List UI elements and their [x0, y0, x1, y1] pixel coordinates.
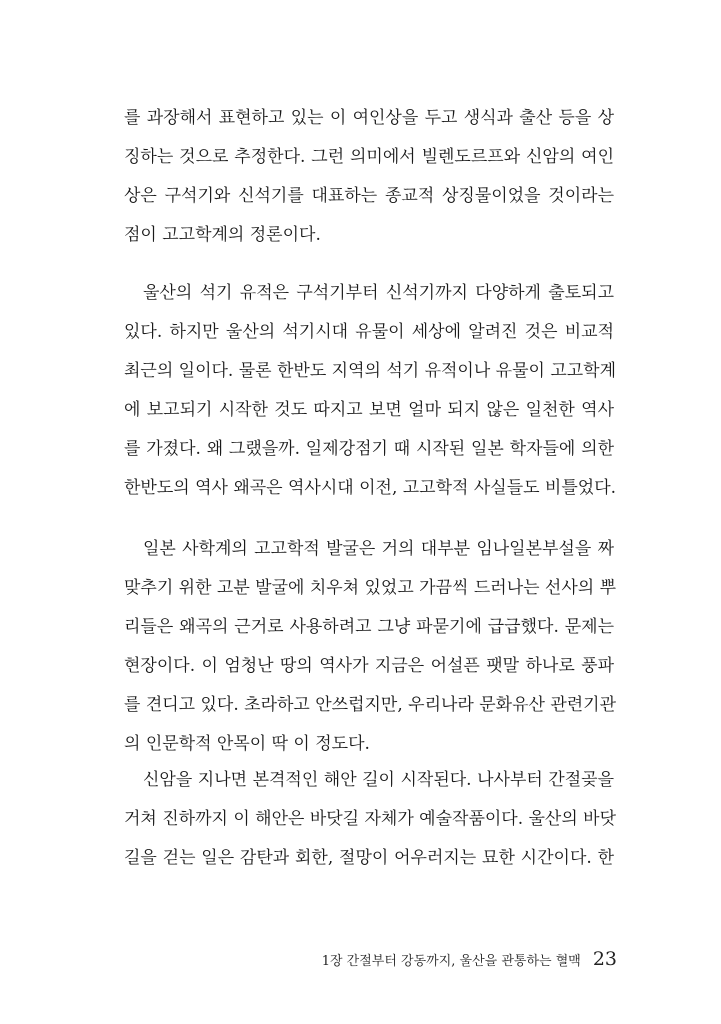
- text-line: 한반도의 역사 왜곡은 역사시대 이전, 고고학적 사실들도 비틀었다.: [124, 478, 617, 498]
- text-line: 에 보고되기 시작한 것도 따지고 보면 얼마 되지 않은 일천한 역사: [124, 400, 614, 420]
- text-line: 길을 걷는 일은 감탄과 회한, 절망이 어우러지는 묘한 시간이다. 한: [124, 848, 614, 868]
- running-title: 1장 간절부터 강동까지, 울산을 관통하는 혈맥: [321, 954, 581, 969]
- text-line: 현장이다. 이 엄청난 땅의 역사가 지금은 어설픈 팻말 하나로 풍파: [124, 656, 614, 676]
- text-line: 최근의 일이다. 물론 한반도 지역의 석기 유적이나 유물이 고고학계: [124, 361, 617, 381]
- text-line: 를 가졌다. 왜 그랬을까. 일제강점기 때 시작된 일본 학자들에 의한: [124, 439, 614, 459]
- text-line: 울산의 석기 유적은 구석기부터 신석기까지 다양하게 출토되고: [143, 283, 614, 303]
- text-line: 신암을 지나면 본격적인 해안 길이 시작된다. 나사부터 간절곶을: [143, 770, 614, 790]
- text-line: 를 견디고 있다. 초라하고 안쓰럽지만, 우리나라 문화유산 관련기관: [124, 695, 617, 715]
- text-line: 리들은 왜곡의 근거로 사용하려고 그냥 파묻기에 급급했다. 문제는: [124, 617, 614, 637]
- text-line: 를 과장해서 표현하고 있는 이 여인상을 두고 생식과 출산 등을 상: [124, 108, 614, 128]
- page-number: 23: [592, 948, 617, 970]
- page-footer: [322, 948, 617, 970]
- text-line: 있다. 하지만 울산의 석기시대 유물이 세상에 알려진 것은 비교적: [124, 322, 614, 342]
- text-line: 징하는 것으로 추정한다. 그런 의미에서 빌렌도르프와 신암의 여인: [124, 147, 614, 167]
- text-line: 점이 고고학계의 정론이다.: [124, 225, 321, 245]
- text-line: 맞추기 위한 고분 발굴에 치우쳐 있었고 가끔씩 드러나는 선사의 뿌: [124, 578, 617, 598]
- text-line: 상은 구석기와 신석기를 대표하는 종교적 상징물이었을 것이라는: [124, 186, 614, 206]
- text-line: 의 인문학적 안목이 딱 이 정도다.: [124, 734, 370, 754]
- text-line: 거쳐 진하까지 이 해안은 바닷길 자체가 예술작품이다. 울산의 바닷: [124, 809, 617, 829]
- text-line: 일본 사학계의 고고학적 발굴은 거의 대부분 임나일본부설을 짜: [143, 539, 614, 559]
